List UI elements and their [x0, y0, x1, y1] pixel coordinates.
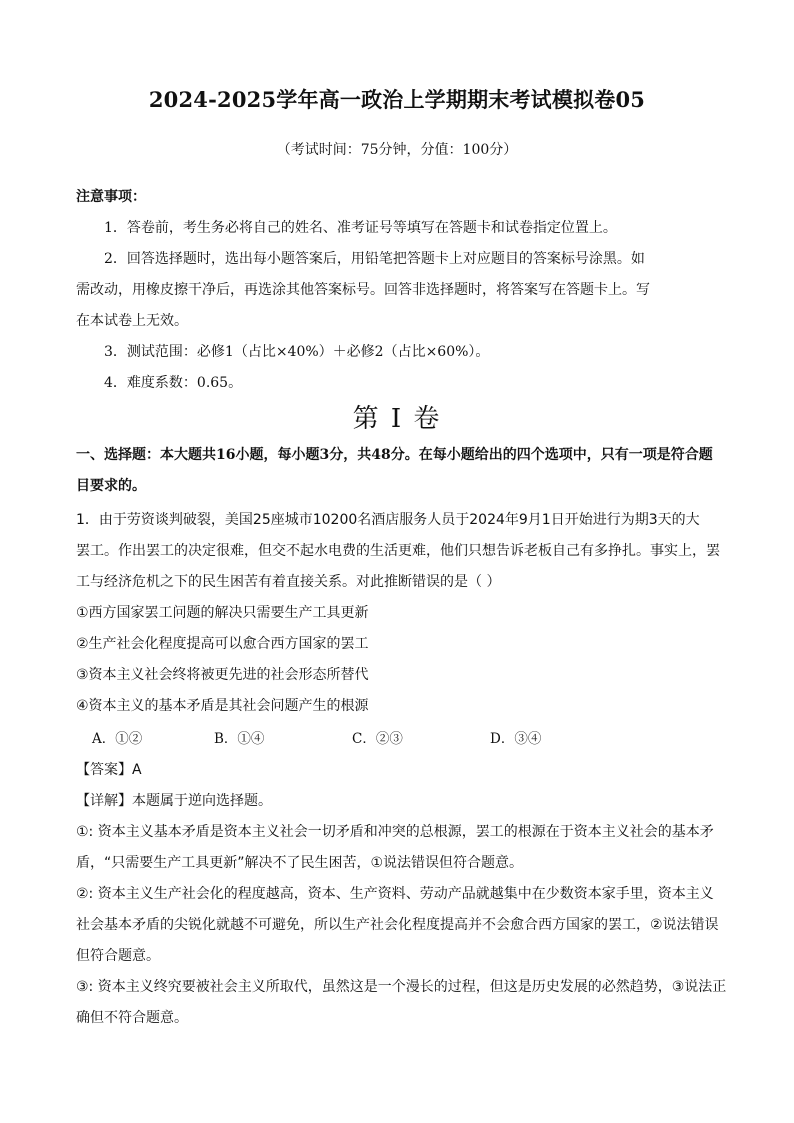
statement-2: ②生产社会化程度提高可以愈合西方国家的罢工 — [76, 636, 369, 652]
note-item-continued: 需改动，用橡皮擦干净后，再选涂其他答案标号。回答非选择题时，将答案写在答题卡上。写 — [76, 282, 650, 298]
detail-intro: 【详解】本题属于逆向选择题。 — [76, 793, 272, 809]
exam-info: （考试时间：75分钟，分值：100分） — [276, 142, 518, 158]
note-item-continued: 在本试卷上无效。 — [76, 313, 188, 329]
question-stem-line: 罢工。作出罢工的决定很难，但交不起水电费的生活更难，他们只想告诉老板自己有多挣扎。事实上，罢 — [76, 543, 720, 559]
option-b: B．①④ — [214, 731, 265, 747]
notes-heading: 注意事项： — [76, 189, 146, 205]
detail-line: 盾，“只需要生产工具更新”解决不了民生困苦，①说法错误但符合题意。 — [76, 855, 524, 871]
note-item: 2．回答选择题时，选出每小题答案后，用铅笔把答题卡上对应题目的答案标号涂黑。如 — [104, 251, 645, 267]
option-a: A．①② — [92, 731, 143, 747]
detail-line: ①: 资本主义基本矛盾是资本主义社会一切矛盾和冲突的总根源，罢工的根源在于资本主义社会的基本矛 — [76, 824, 714, 840]
question-1 — [76, 505, 721, 722]
option-d: D．③④ — [490, 731, 542, 747]
detail-line: 但符合题意。 — [76, 948, 160, 964]
note-item: 1．答卷前，考生务必将自己的姓名、准考证号等填写在答题卡和试卷指定位置上。 — [104, 220, 617, 236]
statement-4: ④资本主义的基本矛盾是其社会问题产生的根源 — [76, 698, 369, 714]
detail-line: ③: 资本主义终究要被社会主义所取代，虽然这是一个漫长的过程，但这是历史发展的必然趋势，③说法正 — [76, 979, 727, 995]
detail-line: 社会基本矛盾的尖锐化就越不可避免，所以生产社会化程度提高并不会愈合西方国家的罢工，②说法错误 — [76, 917, 719, 933]
note-item: 4．难度系数：0.65。 — [104, 375, 243, 391]
statement-3: ③资本主义社会终将被更先进的社会形态所替代 — [76, 667, 369, 683]
note-item: 3．测试范围：必修1（占比×40%）＋必修2（占比×60%）。 — [104, 344, 490, 360]
section-description — [76, 440, 721, 502]
section-title: 第 I 卷 — [352, 404, 442, 434]
detail-line: ②: 资本主义生产社会化的程度越高，资本、生产资料、劳动产品就越集中在少数资本家手里，资本主义 — [76, 886, 714, 902]
option-c: C．②③ — [352, 731, 403, 747]
statement-1: ①西方国家罢工问题的解决只需要生产工具更新 — [76, 605, 369, 621]
question-stem-line: 工与经济危机之下的民生困苦有着直接关系。对此推断错误的是（ ） — [76, 574, 501, 590]
question-stem-line: 1．由于劳资谈判破裂，美国25座城市10200名酒店服务人员于2024年9月1日开始进行为期3天的大 — [76, 512, 700, 528]
page-title: 2024-2025学年高一政治上学期期末考试模拟卷05 — [148, 87, 646, 112]
answer-section — [76, 755, 727, 1034]
notes-section — [76, 182, 721, 399]
answer-label: 【答案】A — [76, 762, 142, 778]
section-desc-line: 目要求的。 — [76, 478, 146, 494]
detail-line: 确但不符合题意。 — [76, 1010, 188, 1026]
section-desc-line: 一、选择题：本大题共16小题，每小题3分，共48分。在每小题给出的四个选项中，只有一项是符合题 — [76, 447, 713, 463]
